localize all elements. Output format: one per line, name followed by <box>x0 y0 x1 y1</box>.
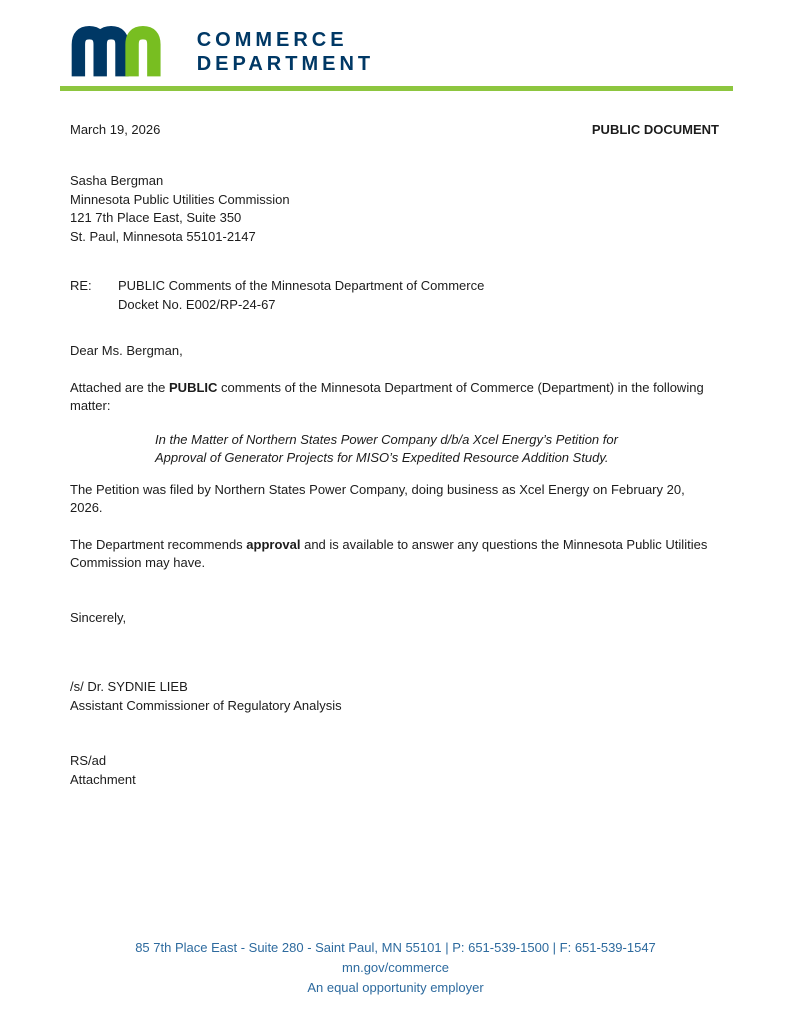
org-wordmark <box>197 28 374 76</box>
signature-name: /s/ Dr. SYDNIE LIEB <box>70 679 188 694</box>
meta-row <box>70 121 719 140</box>
paragraph-recommendation <box>70 536 719 573</box>
paragraph-attached-pre: Attached are the <box>70 379 170 395</box>
footer-eoe-line: An equal opportunity employer <box>307 980 484 995</box>
re-subject: PUBLIC Comments of the Minnesota Department of Commerce <box>118 278 485 293</box>
signature-block <box>70 678 719 715</box>
recipient-org: Minnesota Public Utilities Commission <box>70 191 290 207</box>
paragraph-attached-bold: PUBLIC <box>169 379 218 395</box>
org-wordmark-line1: COMMERCE <box>196 29 348 51</box>
recipient-city: St. Paul, Minnesota 55101-2147 <box>70 228 256 244</box>
matter-caption-line2: Approval of Generator Projects for MISO’s Expedited Resource Addition Study. <box>155 450 609 465</box>
letterhead <box>70 26 719 91</box>
recipient-address-block <box>70 172 719 246</box>
recipient-name: Sasha Bergman <box>70 173 164 188</box>
classification-label: PUBLIC DOCUMENT <box>591 121 719 137</box>
salutation: Dear Ms. Bergman, <box>70 343 183 358</box>
footer-website-link[interactable]: mn.gov/commerce <box>342 960 449 975</box>
recipient-street: 121 7th Place East, Suite 350 <box>70 210 242 225</box>
paragraph-recommendation-post: and is available to answer any questions the Minnesota Public Utilities Commission may have. <box>70 536 708 570</box>
matter-caption-line1: In the Matter of Northern States Power Company d/b/a Xcel Energy’s Petition for <box>155 431 618 447</box>
paragraph-recommendation-bold: approval <box>246 536 301 552</box>
reference-block <box>70 752 719 789</box>
footer-address-phone: 85 7th Place East - Suite 280 - Saint Paul, MN 55101 | P: 651-539-1500 | F: 651-539-1547 <box>135 940 656 955</box>
typist-initials: RS/ad <box>70 753 107 768</box>
paragraph-attached <box>70 379 719 416</box>
re-label: RE: <box>70 278 92 293</box>
re-docket-number: Docket No. E002/RP-24-67 <box>118 296 276 312</box>
letterhead-logo-row <box>70 26 719 78</box>
paragraph-attached-post: comments of the Minnesota Department of Commerce (Department) in the following matter: <box>70 379 704 413</box>
letter-date: March 19, 2026 <box>70 121 161 137</box>
matter-caption <box>155 431 719 468</box>
letter-footer <box>0 938 791 998</box>
enclosure-note: Attachment <box>70 771 136 787</box>
valediction: Sincerely, <box>70 609 127 625</box>
brand-rule <box>60 86 733 91</box>
org-wordmark-line2: DEPARTMENT <box>196 53 375 75</box>
re-lines <box>118 277 484 314</box>
paragraph-recommendation-pre: The Department recommends <box>70 536 247 552</box>
mn-state-logo-icon <box>70 26 181 78</box>
re-block <box>70 277 719 314</box>
paragraph-petition-filed: The Petition was filed by Northern States Power Company, doing business as Xcel Energy on February 20, 2026. <box>70 481 685 515</box>
signature-title: Assistant Commissioner of Regulatory Analysis <box>70 697 342 713</box>
